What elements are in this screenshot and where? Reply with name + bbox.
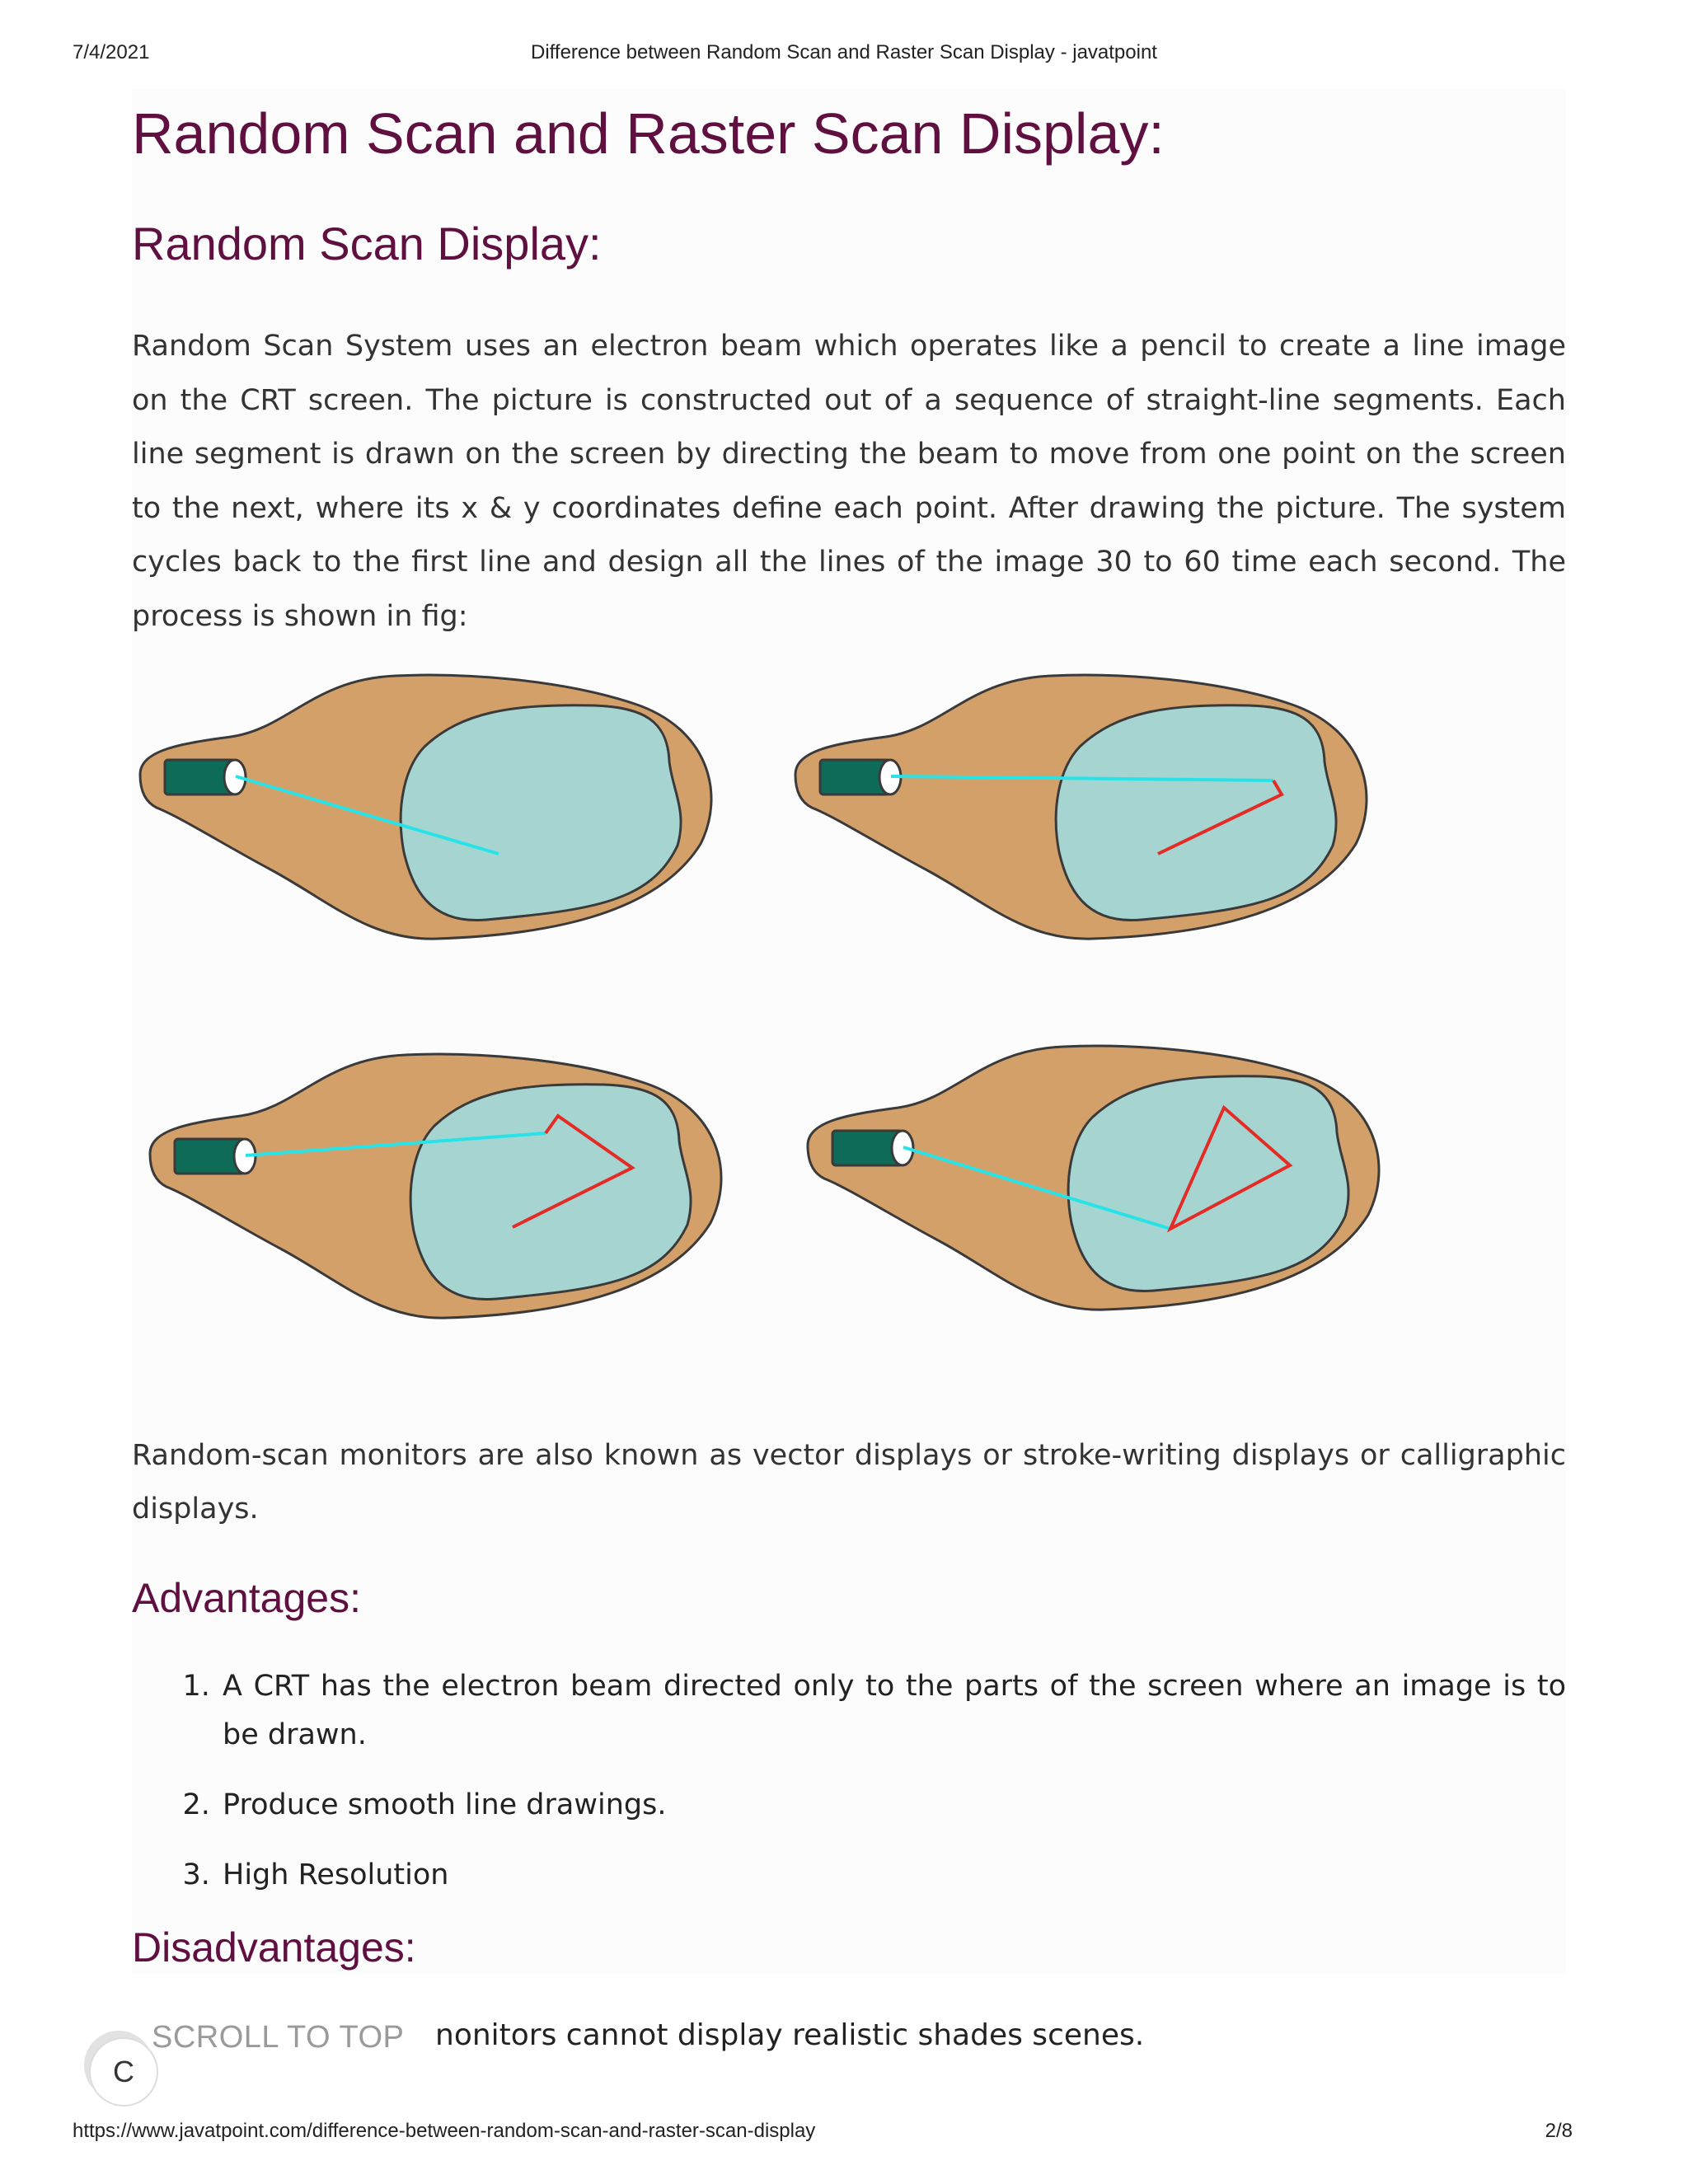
vector-display-paragraph: Random-scan monitors are also known as vector displays or stroke-writing displays or calligraphic displays.: [132, 1438, 1566, 1526]
print-page-title: Difference between Random Scan and Raster Scan Display - javatpoint: [531, 41, 1157, 63]
advantages-heading: Advantages:: [132, 1574, 361, 1621]
advantage-item: 3. High Resolution: [219, 1851, 1566, 1900]
print-footer: [73, 2120, 1615, 2148]
crt-tube-4: [808, 1046, 1379, 1310]
advantages-list: [132, 1662, 1566, 1900]
advantage-item: 1. A CRT has the electron beam directed only to the parts of the screen where an image is to be drawn.: [219, 1662, 1566, 1760]
page-number: 2/8: [1545, 2120, 1573, 2142]
intro-paragraph: Random Scan System uses an electron beam which operates like a pencil to create a line image on the CRT screen. The picture is constructed out of a sequence of straight-line segments. Each line segment is drawn on the screen by directing the beam to move from one point on the screen to the next, where its x & y coordinates define each point. After drawing the picture. The system cycles back to the first line and design all the lines of the image 30 to 60 time each second. The process is shown in fig:: [132, 330, 1566, 633]
disadvantage-item: nonitors cannot display realistic shades scenes.: [435, 2018, 1145, 2052]
advantage-item: 2. Produce smooth line drawings.: [219, 1781, 1566, 1830]
crt-tube-2: [795, 675, 1367, 939]
print-header: [73, 41, 1615, 69]
scroll-button-text: C: [113, 2055, 134, 2088]
crt-tube-1: [140, 675, 711, 939]
scroll-to-top-label[interactable]: SCROLL TO TOP: [152, 2020, 405, 2055]
page-url: https://www.javatpoint.com/difference-between-random-scan-and-raster-scan-display: [73, 2120, 816, 2142]
print-date: 7/4/2021: [73, 41, 150, 63]
page-title: Random Scan and Raster Scan Display:: [132, 101, 1165, 166]
crt-diagrams: [132, 663, 1385, 1404]
article-content: [132, 89, 1566, 1974]
section-title-random-scan: Random Scan Display:: [132, 218, 602, 269]
random-scan-figure: [132, 663, 1385, 1404]
crt-tube-3: [150, 1054, 721, 1318]
scroll-to-top-button[interactable]: [89, 2037, 158, 2107]
disadvantages-heading: Disadvantages:: [132, 1924, 416, 1971]
